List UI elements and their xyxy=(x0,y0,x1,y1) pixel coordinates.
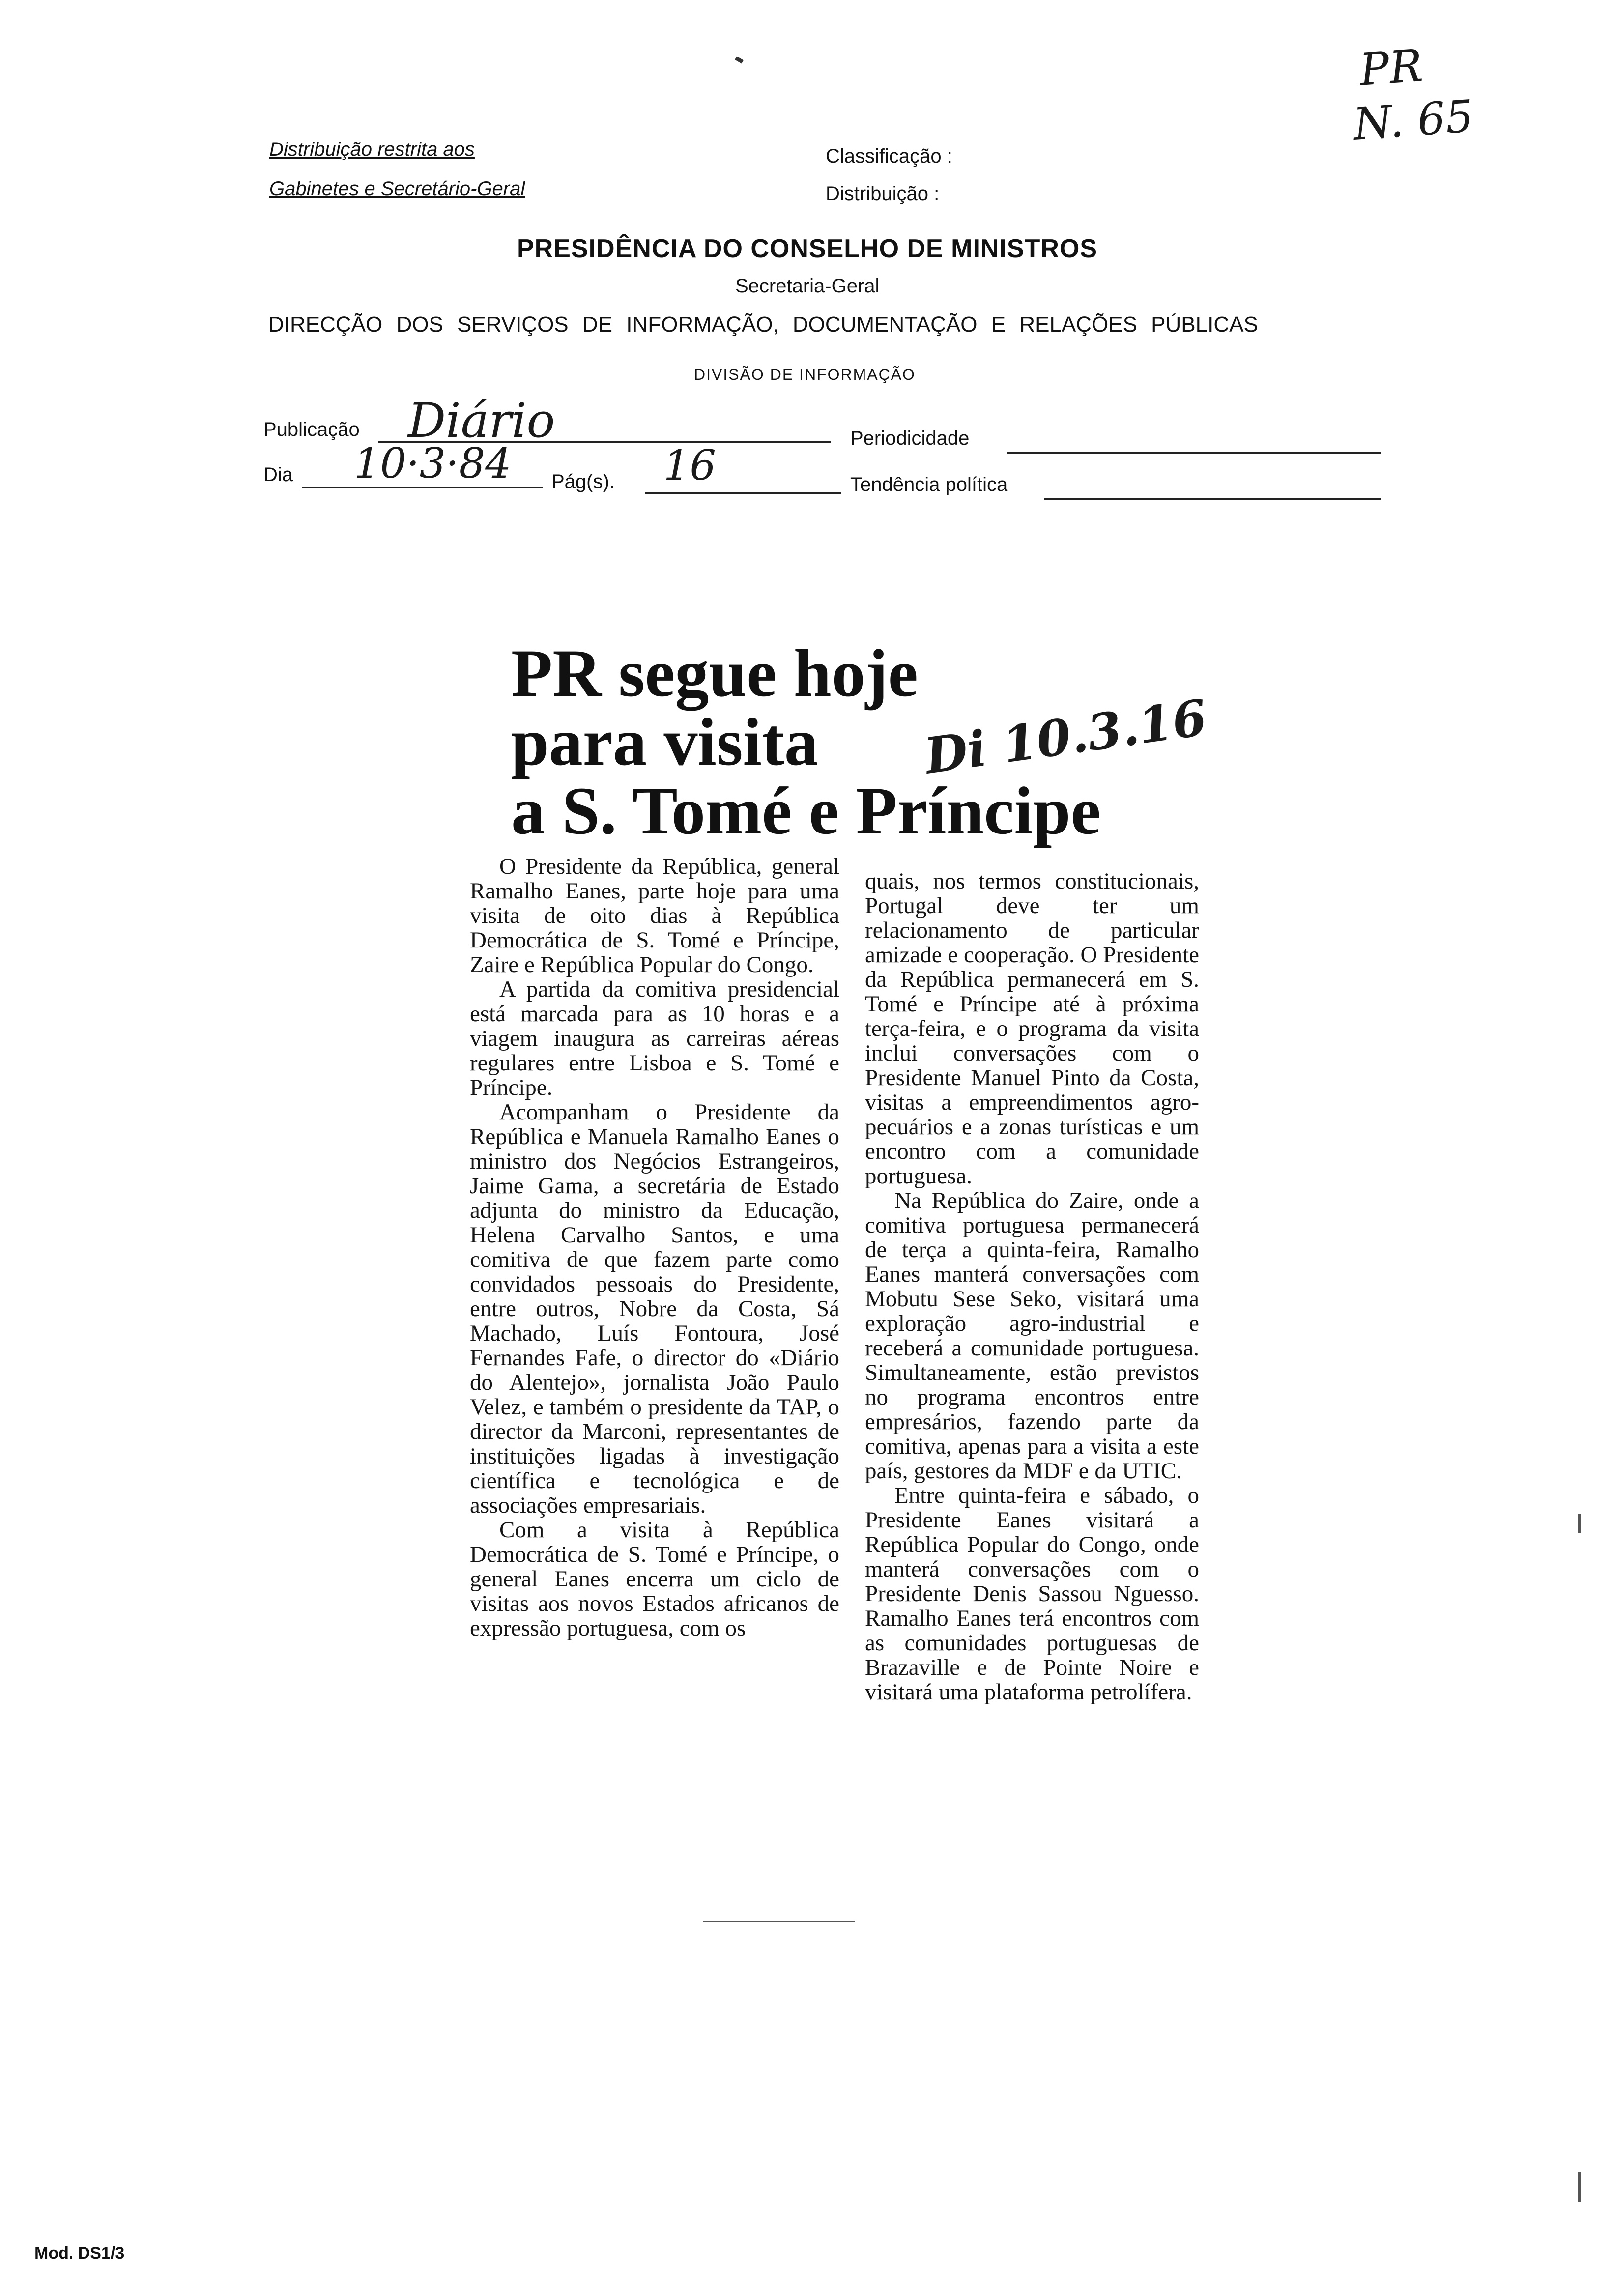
classification-label: Classificação : xyxy=(826,145,952,167)
scan-speck xyxy=(1578,2172,1581,2202)
periodicity-underline xyxy=(1008,452,1381,454)
article-column-2 xyxy=(865,869,1199,1704)
article-paragraph: quais, nos termos constitucionais, Portugal deve ter um relacionamento de particular amizade e cooperação. O Presidente da República permanecerá em S. Tomé e Príncipe até à próxima terça-feira, e o programa da visita inclui conversações com o Presidente Manuel Pinto da Costa, visitas a empreendimentos agro-pecuários e a zonas turísticas e um encontro com a comunidade portuguesa. xyxy=(865,868,1199,1189)
periodicity-label: Periodicidade xyxy=(850,428,970,449)
article-end-rule xyxy=(703,1921,855,1922)
scan-speck xyxy=(735,57,744,64)
article-paragraph: A partida da comitiva presidencial está marcada para as 10 horas e a viagem inaugura as carreiras aéreas regulares entre Lisboa e S. Tomé e Príncipe. xyxy=(470,976,839,1100)
scan-speck xyxy=(1578,1514,1581,1533)
article-paragraph: Acompanham o Presidente da República e Manuela Ramalho Eanes o ministro dos Negócios Estrangeiros, Jaime Gama, a secretária de Estado adjunta do ministro da Educação, Helena Carvalho Santos, e uma comitiva de que fazem parte como convidados pessoais do Presidente, entre outros, Nobre da Costa, Sá Machado, Luís Fontoura, José Fernandes Fafe, o director do «Diário do Alentejo», jornalista João Paulo Velez, e também o presidente da TAP, o director da Marconi, representantes de instituições ligadas à investigação científica e tecnológica e de associações empresariais. xyxy=(470,1099,839,1518)
day-label: Dia xyxy=(263,464,293,486)
directorate-title: DIRECÇÃO DOS SERVIÇOS DE INFORMAÇÃO, DOCUMENTAÇÃO E RELAÇÕES PÚBLICAS xyxy=(268,313,1258,337)
publication-label: Publicação xyxy=(263,419,360,440)
pages-value: 16 xyxy=(663,441,716,489)
tendency-underline xyxy=(1044,498,1381,500)
article-paragraph: Na República do Zaire, onde a comitiva portuguesa permanecerá de terça a quinta-feira, Ramalho Eanes manterá conversações com Mobutu Sese Seko, visitará uma exploração agro-industrial e receberá a comunidade portuguesa. Simultaneamente, estão previstos no programa encontros entre empresários, fazendo parte da comitiva, apenas para a visita a este país, gestores da MDF e da UTIC. xyxy=(865,1188,1199,1484)
corner-note-line1: PR xyxy=(1357,40,1425,96)
restriction-line-1: Distribuição restrita aos xyxy=(269,139,475,160)
tendency-label: Tendência política xyxy=(850,474,1008,495)
org-subtitle: Secretaria-Geral xyxy=(735,275,880,297)
form-code: Mod. DS1/3 xyxy=(34,2244,125,2263)
article-paragraph: Com a visita à República Democrática de S. Tomé e Príncipe, o general Eanes encerra um ciclo de visitas aos novos Estados africanos de expressão portuguesa, com os xyxy=(470,1517,839,1641)
publication-value: Diário xyxy=(408,393,555,448)
article-column-1 xyxy=(470,854,839,1640)
article-paragraph: Entre quinta-feira e sábado, o Presidente Eanes visitará a República Popular do Congo, onde manterá conversações com o Presidente Denis Sassou Nguesso. Ramalho Eanes terá encontros com as comunidades portuguesas de Brazaville e de Pointe Noire e visitará uma plataforma petrolífera. xyxy=(865,1483,1199,1705)
corner-note-line2: N. 65 xyxy=(1352,90,1475,150)
article-paragraph: O Presidente da República, general Ramalho Eanes, parte hoje para uma visita de oito dias à República Democrática de S. Tomé e Príncipe, Zaire e República Popular do Congo. xyxy=(470,854,839,977)
day-value: 10·3·84 xyxy=(354,439,512,488)
corner-handwritten-note xyxy=(1352,35,1476,151)
headline-line-3: a S. Tomé e Príncipe xyxy=(511,773,1101,848)
pages-label: Pág(s). xyxy=(551,471,615,492)
clip-handwritten-note: Di 10.3.16 xyxy=(921,688,1210,785)
day-underline xyxy=(302,487,543,488)
division-title: DIVISÃO DE INFORMAÇÃO xyxy=(694,366,916,383)
org-title: PRESIDÊNCIA DO CONSELHO DE MINISTROS xyxy=(517,234,1098,263)
restriction-line-2: Gabinetes e Secretário-Geral xyxy=(269,178,525,200)
distribution-label: Distribuição : xyxy=(826,183,940,204)
headline-line-1: PR segue hoje xyxy=(511,635,918,711)
headline-line-2: para visita xyxy=(511,704,818,779)
pages-underline xyxy=(645,492,841,494)
